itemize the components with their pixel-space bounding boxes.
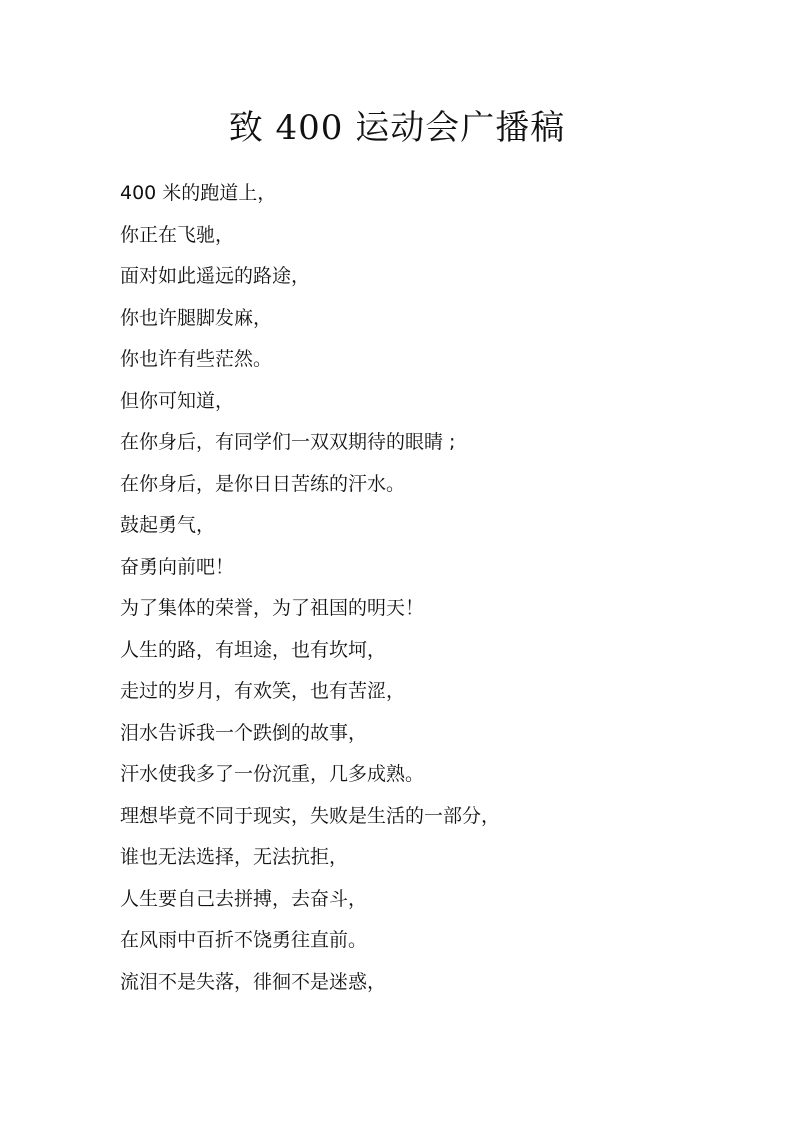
poem-line: 理想毕竟不同于现实，失败是生活的一部分，: [120, 804, 501, 827]
poem-line: 在你身后，是你日日苦练的汗水。: [120, 472, 406, 495]
poem-line: 为了集体的荣誉，为了祖国的明天！: [120, 597, 425, 619]
poem-line: 人生的路，有坦途，也有坎坷，: [120, 638, 387, 661]
poem-line: 面对如此遥远的路途，: [120, 265, 311, 287]
poem-line: 你正在飞驰，: [120, 223, 235, 246]
poem-body: [120, 178, 500, 1008]
poem-line: 人生要自己去拼搏，去奋斗，: [120, 887, 368, 910]
document-title: 致 400 运动会广播稿: [228, 108, 566, 148]
poem-line: 你也许腿脚发麻，: [120, 306, 273, 329]
poem-line: 在风雨中百折不饶勇往直前。: [120, 929, 368, 951]
poem-line: 汗水使我多了一份沉重，几多成熟。: [120, 763, 425, 785]
poem-line: 在你身后，有同学们一双双期待的眼睛 ;: [120, 431, 456, 453]
poem-line: 但你可知道，: [120, 389, 235, 412]
poem-line: 走过的岁月，有欢笑，也有苦涩，: [120, 680, 406, 702]
poem-line: 400 米的跑道上，: [120, 182, 277, 204]
poem-line: 泪水告诉我一个跌倒的故事，: [120, 721, 368, 744]
poem-line: 你也许有些茫然。: [120, 348, 273, 370]
poem-line: 奋勇向前吧！: [120, 555, 235, 578]
poem-line: 谁也无法选择，无法抗拒，: [120, 846, 349, 868]
poem-line: 鼓起勇气，: [120, 514, 216, 536]
poem-line: 流泪不是失落，徘徊不是迷惑，: [120, 970, 387, 993]
